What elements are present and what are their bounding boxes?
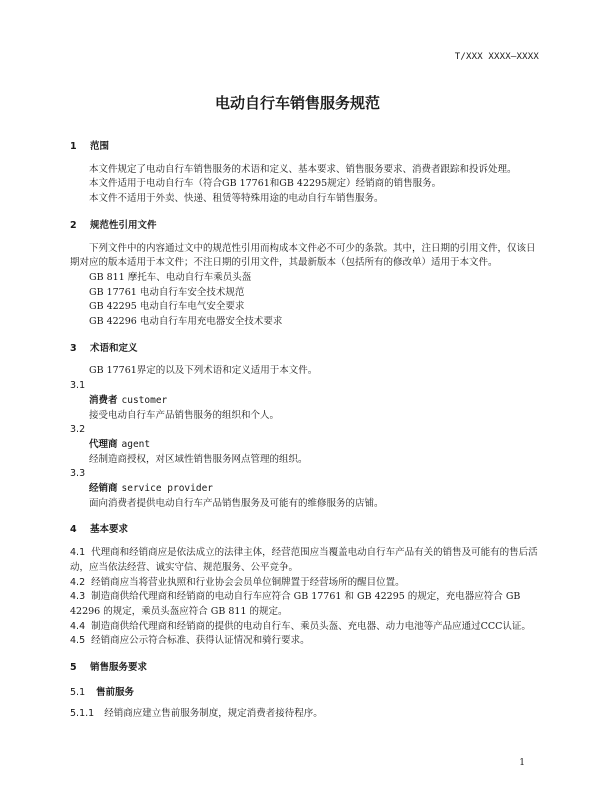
term-en: customer xyxy=(121,394,168,406)
clause-text: 制造商供给代理商和经销商的电动自行车应符合 GB 17761 和 GB 42295 的规定，充电器应符合 GB 42296 的规定，乘员头盔应符合 GB 811 的规定。 xyxy=(70,591,521,617)
term-name xyxy=(70,438,541,453)
clause-number: 4.5 xyxy=(70,635,86,647)
section-heading-2 xyxy=(70,219,541,234)
term-definition: 面向消费者提供电动自行车产品销售服务及可能有的维修服务的店铺。 xyxy=(89,497,384,509)
subsection-heading xyxy=(70,686,541,701)
clause-number: 4.2 xyxy=(70,576,86,588)
section-heading-1 xyxy=(70,140,541,155)
section-title: 基本要求 xyxy=(90,524,129,536)
term-en: agent xyxy=(121,438,151,450)
clause-number: 4.3 xyxy=(70,591,86,603)
term-name xyxy=(70,394,541,409)
section-heading-5 xyxy=(70,661,541,676)
paragraph: 本文件适用于电动自行车（符合GB 17761和GB 42295规定）经销商的销售服务。 xyxy=(89,178,442,190)
section-title: 术语和定义 xyxy=(90,342,138,354)
term-definition: 经制造商授权，对区域性销售服务网点管理的组织。 xyxy=(89,453,308,465)
clause xyxy=(70,620,541,635)
section-title: 销售服务要求 xyxy=(90,662,148,674)
clause xyxy=(70,590,541,619)
standard-code: T/XXX XXXX—XXXX xyxy=(454,52,539,62)
term-cn: 消费者 xyxy=(89,394,118,406)
clause-text: 经销商应当将营业执照和行业协会会员单位铜牌置于经营场所的醒目位置。 xyxy=(91,576,405,588)
section-heading-3 xyxy=(70,342,541,357)
document-body xyxy=(70,140,541,721)
term-cn: 代理商 xyxy=(89,438,118,450)
paragraph: GB 17761界定的以及下列术语和定义适用于本文件。 xyxy=(89,365,318,377)
clause-text: 经销商应公示符合标准、获得认证情况和骑行要求。 xyxy=(91,635,310,647)
clause xyxy=(70,546,541,575)
paragraph: 本文件规定了电动自行车销售服务的术语和定义、基本要求、销售服务要求、消费者跟踪和投诉处理。 xyxy=(89,163,517,175)
term-name xyxy=(70,482,541,497)
clause xyxy=(70,576,541,591)
section-title: 规范性引用文件 xyxy=(90,219,157,231)
section-number: 2 xyxy=(70,219,77,231)
section-number: 5 xyxy=(70,662,77,674)
paragraph: 本文件不适用于外卖、快递、租赁等特殊用途的电动自行车销售服务。 xyxy=(89,193,384,205)
page-title: 电动自行车销售服务规范 xyxy=(214,94,380,112)
reference-item: GB 42295 电动自行车电气安全要求 xyxy=(89,301,245,313)
clause-number: 5.1.1 xyxy=(70,707,95,719)
clause-text: 制造商供给代理商和经销商的提供的电动自行车、乘员头盔、充电器、动力电池等产品应通过CCC认证。 xyxy=(91,620,531,632)
subsection-title: 售前服务 xyxy=(96,686,135,698)
page-number: 1 xyxy=(519,758,525,768)
section-title: 范围 xyxy=(90,141,110,152)
paragraph: 下列文件中的内容通过文中的规范性引用而构成本文件必不可少的条款。其中，注日期的引用文件，仅该日期对应的版本适用于本文件；不注日期的引用文件，其最新版本（包括所有的修改单）适用于本文件。 xyxy=(70,242,536,269)
reference-item: GB 42296 电动自行车用充电器安全技术要求 xyxy=(89,316,283,328)
term-number: 3.3 xyxy=(70,468,86,480)
section-number: 4 xyxy=(70,524,77,536)
clause-number: 4.1 xyxy=(70,547,86,559)
section-heading-4 xyxy=(70,523,541,538)
clause xyxy=(70,707,541,722)
clause-text: 经销商应建立售前服务制度，规定消费者接待程序。 xyxy=(104,707,323,719)
reference-item: GB 811 摩托车、电动自行车乘员头盔 xyxy=(89,271,252,283)
section-number: 1 xyxy=(70,141,77,152)
term-definition: 接受电动自行车产品销售服务的组织和个人。 xyxy=(89,409,280,421)
clause xyxy=(70,634,541,649)
clause-text: 代理商和经销商应是依法成立的法律主体，经营范围应当覆盖电动自行车产品有关的销售及可能有的售后活动，应当依法经营、诚实守信、规范服务、公平竞争。 xyxy=(70,547,538,573)
term-cn: 经销商 xyxy=(89,483,118,495)
reference-item: GB 17761 电动自行车安全技术规范 xyxy=(89,286,245,298)
section-number: 3 xyxy=(70,342,77,354)
clause-number: 4.4 xyxy=(70,620,86,632)
term-number: 3.2 xyxy=(70,424,86,436)
term-en: service provider xyxy=(121,483,214,495)
subsection-number: 5.1 xyxy=(70,686,86,698)
term-number: 3.1 xyxy=(70,380,86,392)
